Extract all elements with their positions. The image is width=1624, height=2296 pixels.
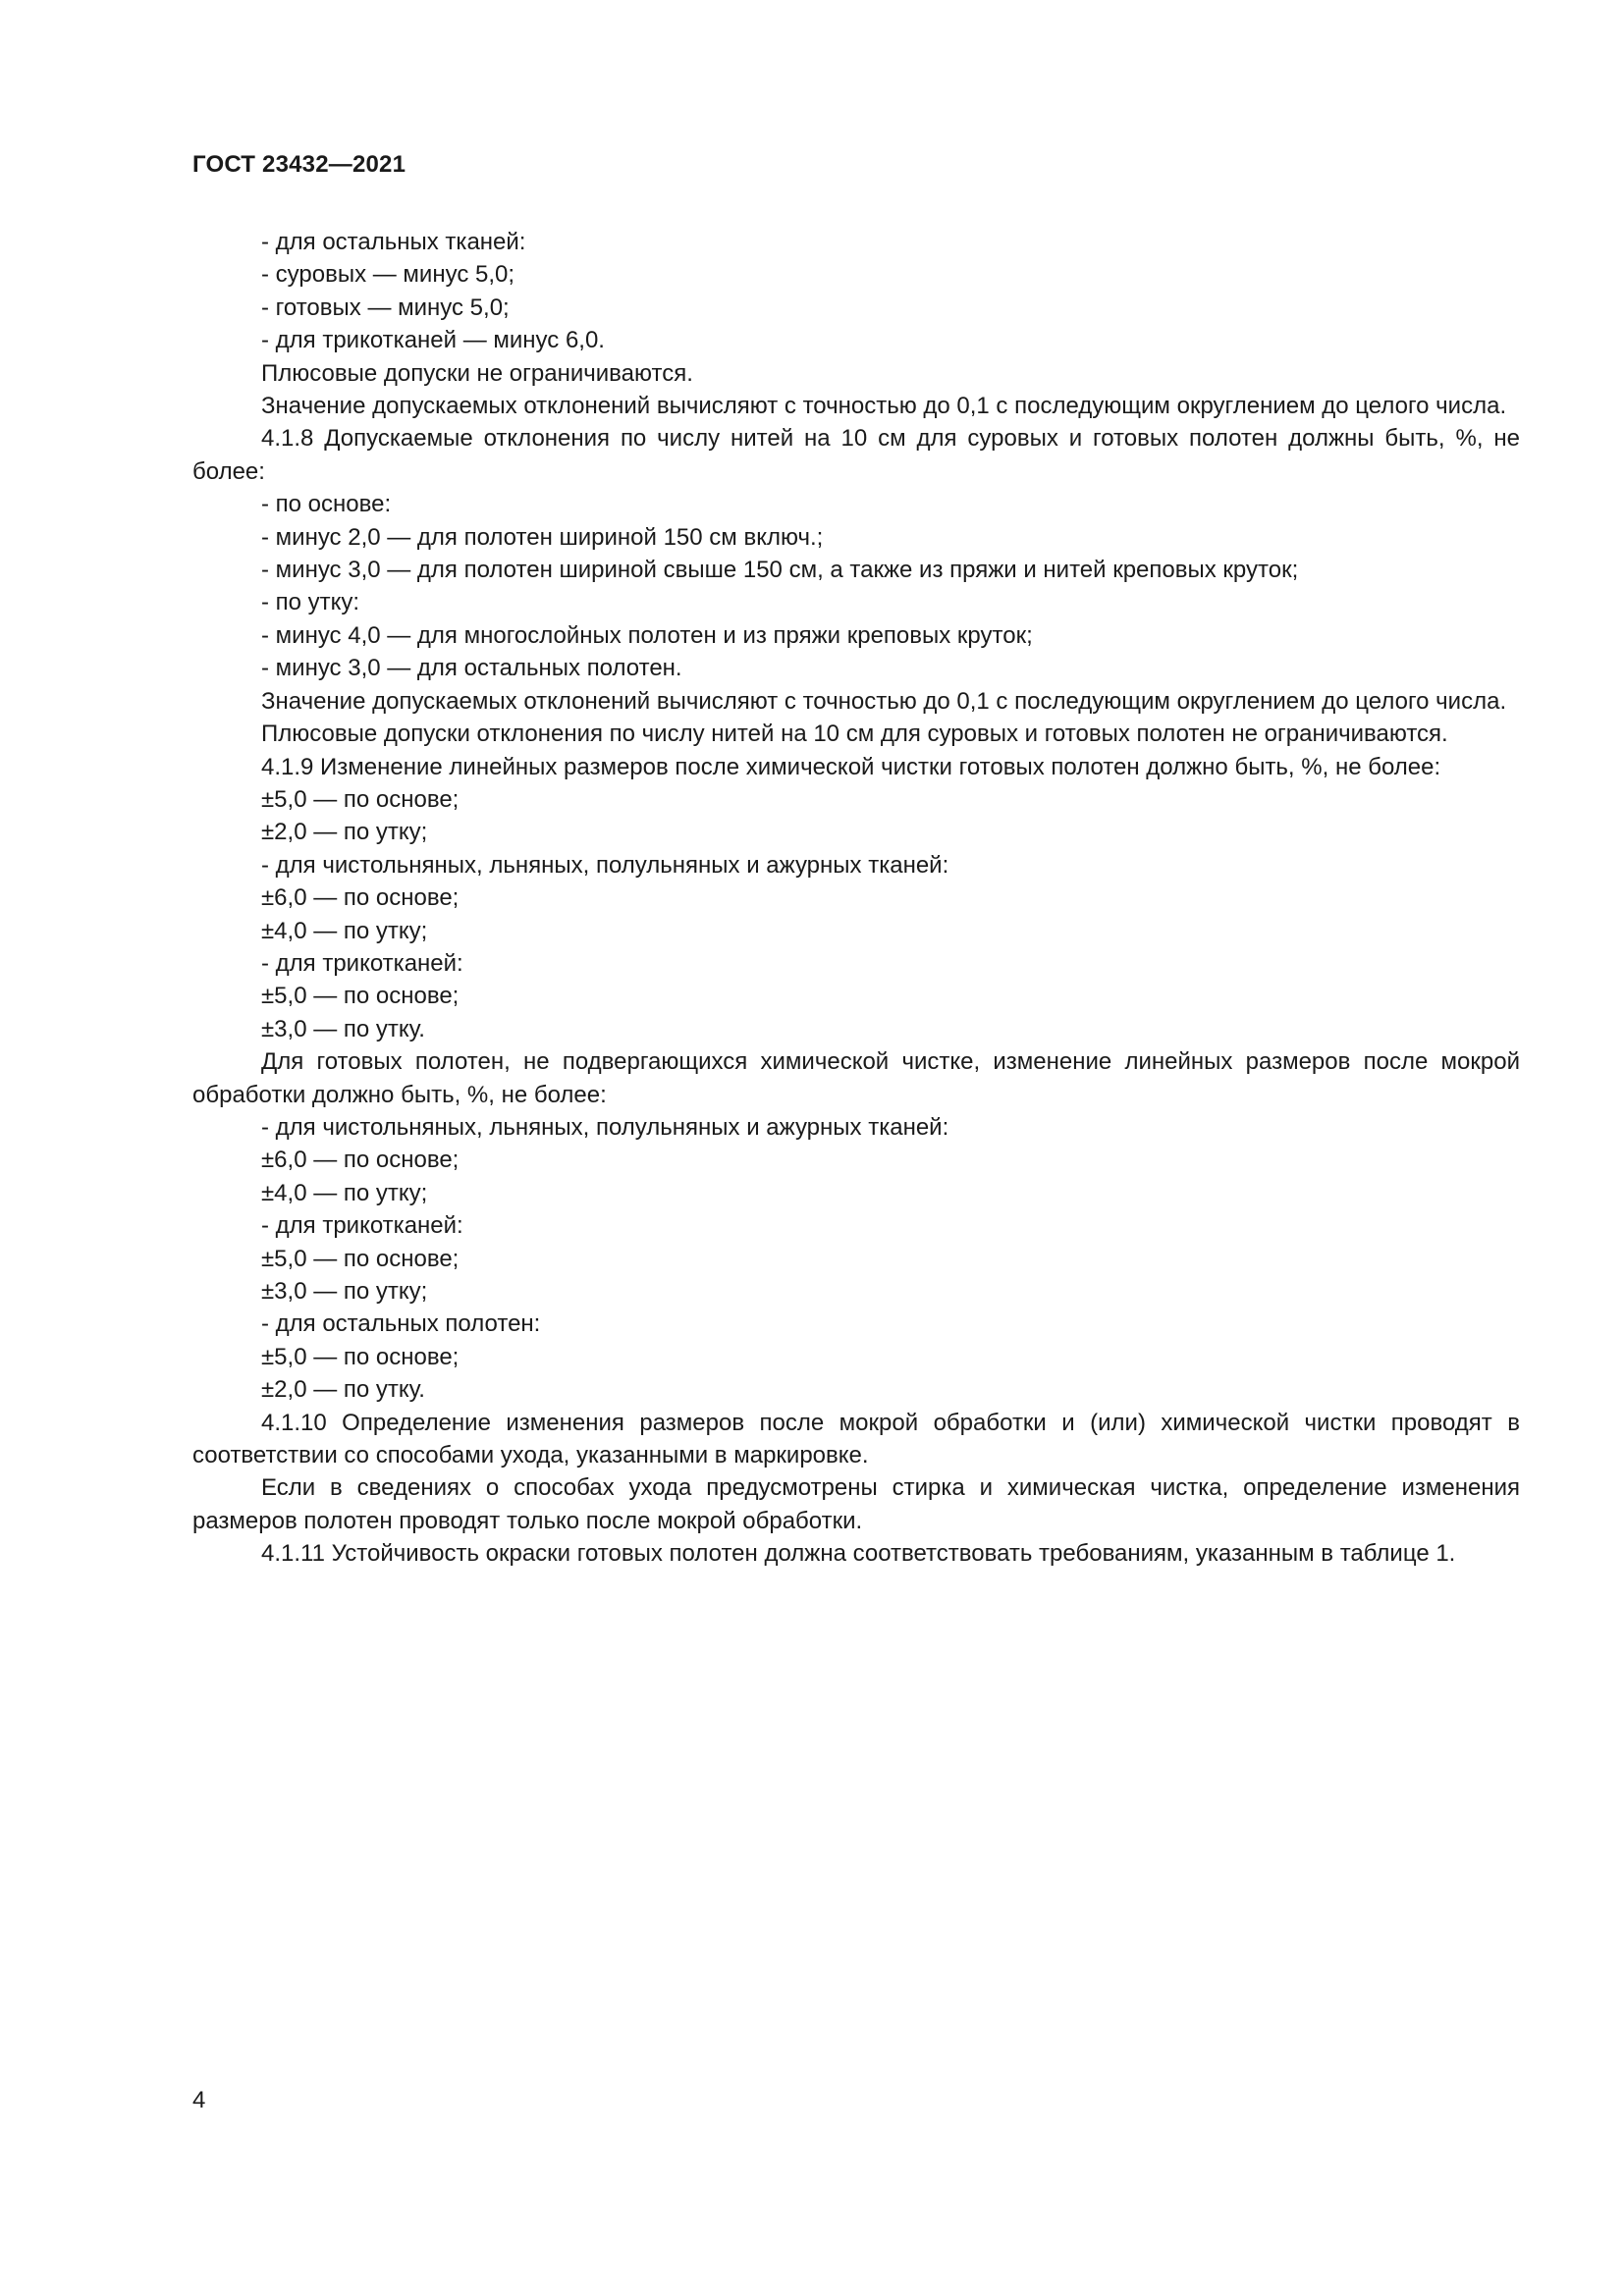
list-item: - минус 3,0 — для полотен шириной свыше 150 см, а также из пряжи и нитей креповых круток; [261, 557, 1299, 584]
list-item: ±5,0 — по основе; [261, 983, 460, 1010]
list-item: ±3,0 — по утку; [261, 1278, 428, 1305]
list-item: - для трикотканей: [261, 949, 463, 977]
paragraph: Если в сведениях о способах ухода предусмотрены стирка и химическая чистка, определение изменения размеров полотен проводят только после мокрой обработки. [192, 1474, 1520, 1534]
list-item: - для остальных полотен: [261, 1310, 541, 1338]
list-item: - для чистольняных, льняных, полульняных и ажурных тканей: [261, 1113, 949, 1141]
paragraph: Плюсовые допуски не ограничиваются. [261, 359, 693, 387]
list-item: - минус 2,0 — для полотен шириной 150 см включ.; [261, 523, 824, 551]
list-item: ±4,0 — по утку; [261, 1179, 428, 1206]
paragraph: Значение допускаемых отклонений вычисляют с точностью до 0,1 с последующим округлением до целого числа. [261, 393, 1507, 420]
list-item: ±6,0 — по основе; [261, 1147, 460, 1174]
list-item: ±5,0 — по основе; [261, 1245, 460, 1272]
paragraph: Плюсовые допуски отклонения по числу нитей на 10 см для суровых и готовых полотен не ограничиваются. [261, 721, 1448, 748]
list-item: ±5,0 — по основе; [261, 1343, 460, 1370]
list-item: - готовых — минус 5,0; [261, 294, 510, 321]
list-item: ±4,0 — по утку; [261, 917, 428, 944]
paragraph: Для готовых полотен, не подвергающихся химической чистке, изменение линейных размеров после мокрой обработки должно быть, %, не более: [192, 1048, 1520, 1108]
list-item: ±6,0 — по основе; [261, 884, 460, 912]
paragraph: Значение допускаемых отклонений вычисляют с точностью до 0,1 с последующим округлением до целого числа. [261, 687, 1507, 715]
clause-4-1-8: 4.1.8 Допускаемые отклонения по числу нитей на 10 см для суровых и готовых полотен должны быть, %, не более: [192, 425, 1520, 485]
clause-4-1-9: 4.1.9 Изменение линейных размеров после химической чистки готовых полотен должно быть, %, не более: [261, 753, 1441, 780]
list-item: - для чистольняных, льняных, полульняных и ажурных тканей: [261, 851, 949, 879]
list-item: - для остальных тканей: [261, 229, 526, 255]
clause-4-1-11: 4.1.11 Устойчивость окраски готовых полотен должна соответствовать требованиям, указанным в таблице 1. [261, 1540, 1456, 1568]
clause-4-1-10: 4.1.10 Определение изменения размеров после мокрой обработки и (или) химической чистки проводят в соответствии со способами ухода, указанными в маркировке. [192, 1409, 1520, 1469]
document-body [192, 226, 1520, 1571]
document-header: ГОСТ 23432—2021 [192, 151, 406, 178]
list-item: - по основе: [261, 491, 392, 518]
list-item: - для трикотканей: [261, 1212, 463, 1240]
list-item: - по утку: [261, 589, 360, 616]
list-item: ±2,0 — по утку. [261, 1376, 425, 1404]
list-item: - для трикотканей — минус 6,0. [261, 327, 605, 354]
list-item: - минус 4,0 — для многослойных полотен и из пряжи креповых круток; [261, 621, 1033, 649]
list-item: - минус 3,0 — для остальных полотен. [261, 655, 682, 682]
list-item: ±5,0 — по основе; [261, 785, 460, 813]
page-number: 4 [192, 2087, 206, 2113]
list-item: ±2,0 — по утку; [261, 819, 428, 846]
list-item: - суровых — минус 5,0; [261, 261, 515, 289]
list-item: ±3,0 — по утку. [261, 1015, 425, 1042]
